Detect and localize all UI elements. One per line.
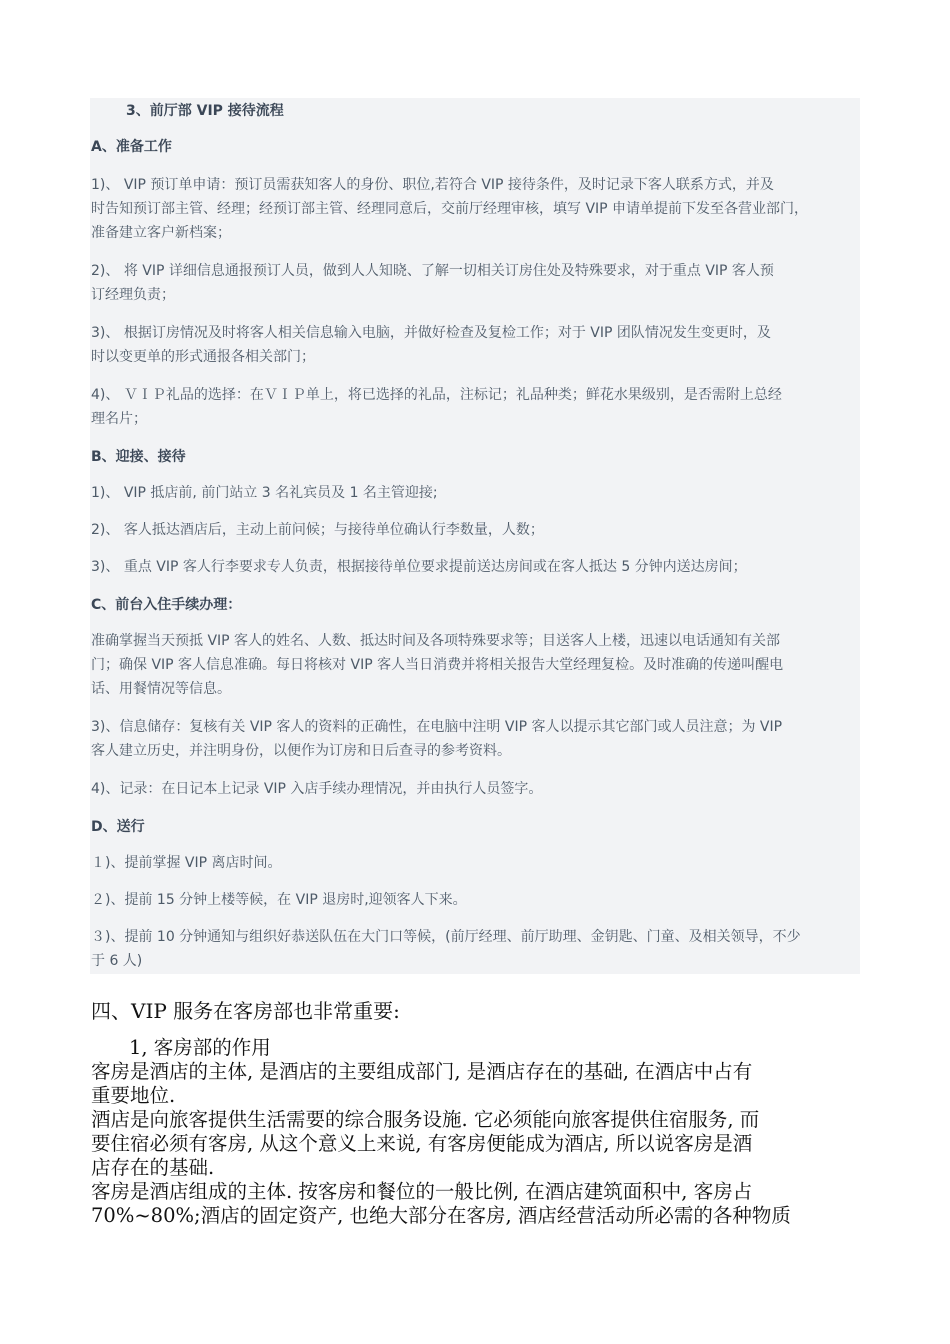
- paragraph-c1-line1: 准确掌握当天预抵 VIP 客人的姓名、人数、抵达时间及各项特殊要求等；目送客人上楼，迅速以电话通知有关部: [91, 633, 781, 649]
- body-line: 店存在的基础.: [91, 1156, 215, 1179]
- body-line: 重要地位.: [91, 1084, 176, 1107]
- paragraph-a1-line2: 时告知预订部主管、经理；经预订部主管、经理同意后，交前厅经理审核，填写 VIP 申请单提前下发至各营业部门，: [91, 201, 809, 217]
- paragraph-d3-line2: 于 6 人): [91, 953, 143, 969]
- body-line: 要住宿必须有客房, 从这个意义上来说, 有客房便能成为酒店, 所以说客房是酒: [91, 1132, 753, 1155]
- heading-a: A、准备工作: [91, 139, 172, 155]
- paragraph-d1: １)、提前掌握 VIP 离店时间。: [91, 855, 282, 871]
- body-line: 酒店是向旅客提供生活需要的综合服务设施. 它必须能向旅客提供住宿服务, 而: [91, 1108, 760, 1131]
- heading-d: D、送行: [91, 819, 145, 835]
- paragraph-a2-line2: 订经理负责；: [91, 287, 175, 303]
- section-four-title: 四、VIP 服务在客房部也非常重要:: [91, 999, 400, 1023]
- paragraph-a4-line2: 理名片；: [91, 411, 147, 427]
- body-line: 客房是酒店的主体, 是酒店的主要组成部门, 是酒店存在的基础, 在酒店中占有: [91, 1060, 753, 1083]
- body-line: 70%~80%;酒店的固定资产, 也绝大部分在客房, 酒店经营活动所必需的各种物质: [91, 1204, 791, 1227]
- paragraph-c1-line3: 话、用餐情况等信息。: [91, 681, 231, 697]
- paragraph-a2-line1: 2)、 将 VIP 详细信息通报预订人员，做到人人知晓、了解一切相关订房住处及特殊要求，对于重点 VIP 客人预: [91, 263, 774, 279]
- body-line: 客房是酒店组成的主体. 按客房和餐位的一般比例, 在酒店建筑面积中, 客房占: [91, 1180, 753, 1203]
- paragraph-c3-line1: 3)、信息储存：复核有关 VIP 客人的资料的正确性，在电脑中注明 VIP 客人以提示其它部门或人员注意；为 VIP: [91, 719, 783, 735]
- paragraph-c1-line2: 门；确保 VIP 客人信息准确。每日将核对 VIP 客人当日消费并将相关报告大堂经理复检。及时准确的传递叫醒电: [91, 657, 784, 673]
- heading-c: C、前台入住手续办理：: [91, 597, 242, 613]
- paragraph-b1: 1)、 VIP 抵店前, 前门站立 3 名礼宾员及 1 名主管迎接;: [91, 485, 438, 501]
- paragraph-c4: 4)、记录：在日记本上记录 VIP 入店手续办理情况，并由执行人员签字。: [91, 781, 543, 797]
- paragraph-c3-line2: 客人建立历史，并注明身份，以便作为订房和日后查寻的参考资料。: [91, 743, 511, 759]
- paragraph-a3-line2: 时以变更单的形式通报各相关部门；: [91, 349, 315, 365]
- section-four-subtitle: 1, 客房部的作用: [129, 1036, 271, 1059]
- paragraph-a1-line1: 1)、 VIP 预订单申请：预订员需获知客人的身份、职位,若符合 VIP 接待条件，及时记录下客人联系方式，并及: [91, 177, 774, 193]
- section-four: [91, 998, 871, 1228]
- paragraph-a3-line1: 3)、 根据订房情况及时将客人相关信息输入电脑，并做好检查及复检工作；对于 VIP 团队情况发生变更时，及: [91, 325, 771, 341]
- section-title: 3、前厅部 VIP 接待流程: [126, 103, 284, 119]
- heading-b: B、迎接、接待: [91, 449, 186, 465]
- paragraph-a4-line1: 4)、 ＶＩＰ礼品的选择：在ＶＩＰ单上，将已选择的礼品，注标记；礼品种类；鲜花水果级别，是否需附上总经: [91, 387, 782, 403]
- paragraph-d3-line1: ３)、提前 10 分钟通知与组织好恭送队伍在大门口等候，(前厅经理、前厅助理、金钥匙、门童、及相关领导，不少: [91, 929, 801, 945]
- paragraph-b3: 3)、 重点 VIP 客人行李要求专人负责，根据接待单位要求提前送达房间或在客人抵达 5 分钟内送达房间；: [91, 559, 747, 575]
- paragraph-d2: ２)、提前 15 分钟上楼等候，在 VIP 退房时,迎领客人下来。: [91, 892, 467, 908]
- paragraph-a1-line3: 准备建立客户新档案；: [91, 225, 231, 241]
- paragraph-b2: 2)、 客人抵达酒店后，主动上前问候；与接待单位确认行李数量，人数；: [91, 522, 544, 538]
